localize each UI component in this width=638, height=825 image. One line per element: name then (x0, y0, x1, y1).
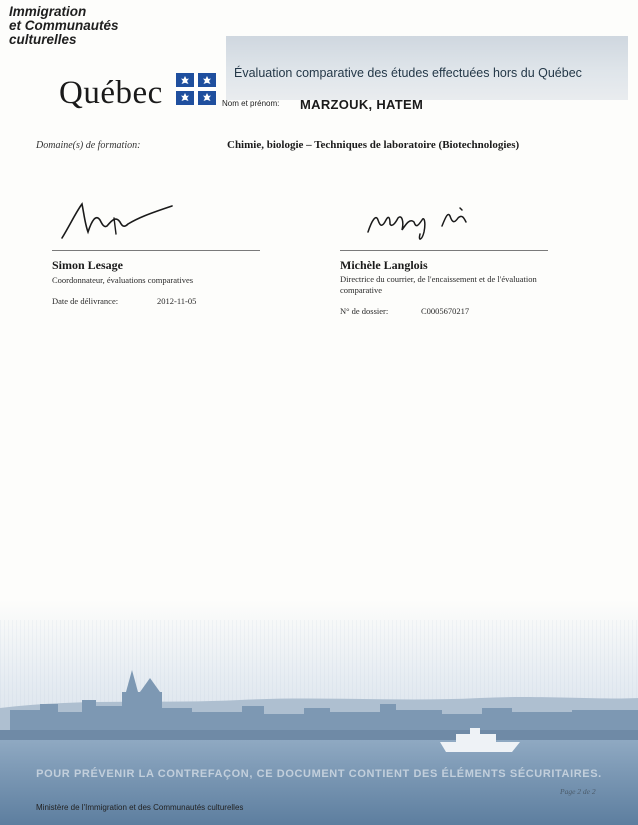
ministry-logo (9, 5, 219, 110)
date-label: Date de délivrance: (52, 296, 119, 306)
quebec-flag-icon (176, 73, 216, 105)
nom-value: MARZOUK, HATEM (300, 97, 424, 112)
domaine-label: Domaine(s) de formation: (36, 140, 141, 151)
signature-simon-lesage (52, 190, 192, 250)
document-title: Évaluation comparative des études effectuées hors du Québec (234, 66, 582, 80)
right-signatory-title-line-1: Directrice du courrier, de l'encaissement et de l'évaluation (340, 274, 537, 284)
domaine-value: Chimie, biologie – Techniques de laboratoire (Biotechnologies) (227, 139, 520, 151)
nom-label: Nom et prénom: (222, 99, 280, 108)
ministry-line-3: culturelles (9, 32, 77, 47)
right-signatory-title-line-2: comparative (340, 285, 383, 295)
quebec-wordmark: Québec (59, 75, 163, 111)
footer-ministry: Ministère de l'Immigration et des Communautés culturelles (36, 803, 244, 812)
signature-michele-langlois (358, 198, 498, 248)
security-warning: POUR PRÉVENIR LA CONTREFAÇON, CE DOCUMENT CONTIENT DES ÉLÉMENTS SÉCURITAIRES. (36, 768, 602, 780)
left-signatory-title: Coordonnateur, évaluations comparatives (52, 275, 194, 285)
left-signatory-name: Simon Lesage (52, 258, 124, 272)
right-signatory-name: Michèle Langlois (340, 258, 428, 272)
date-value: 2012-11-05 (157, 296, 197, 306)
dossier-label: N° de dossier: (340, 306, 389, 316)
ministry-line-2: et Communautés (9, 18, 119, 33)
header-band (226, 36, 628, 100)
dossier-value: C0005670217 (421, 306, 470, 316)
ministry-line-1: Immigration (9, 4, 87, 19)
quebec-city-security-background (0, 600, 638, 825)
signature-line-right (340, 250, 548, 251)
page-number: Page 2 de 2 (560, 787, 596, 796)
signature-line-left (52, 250, 260, 251)
